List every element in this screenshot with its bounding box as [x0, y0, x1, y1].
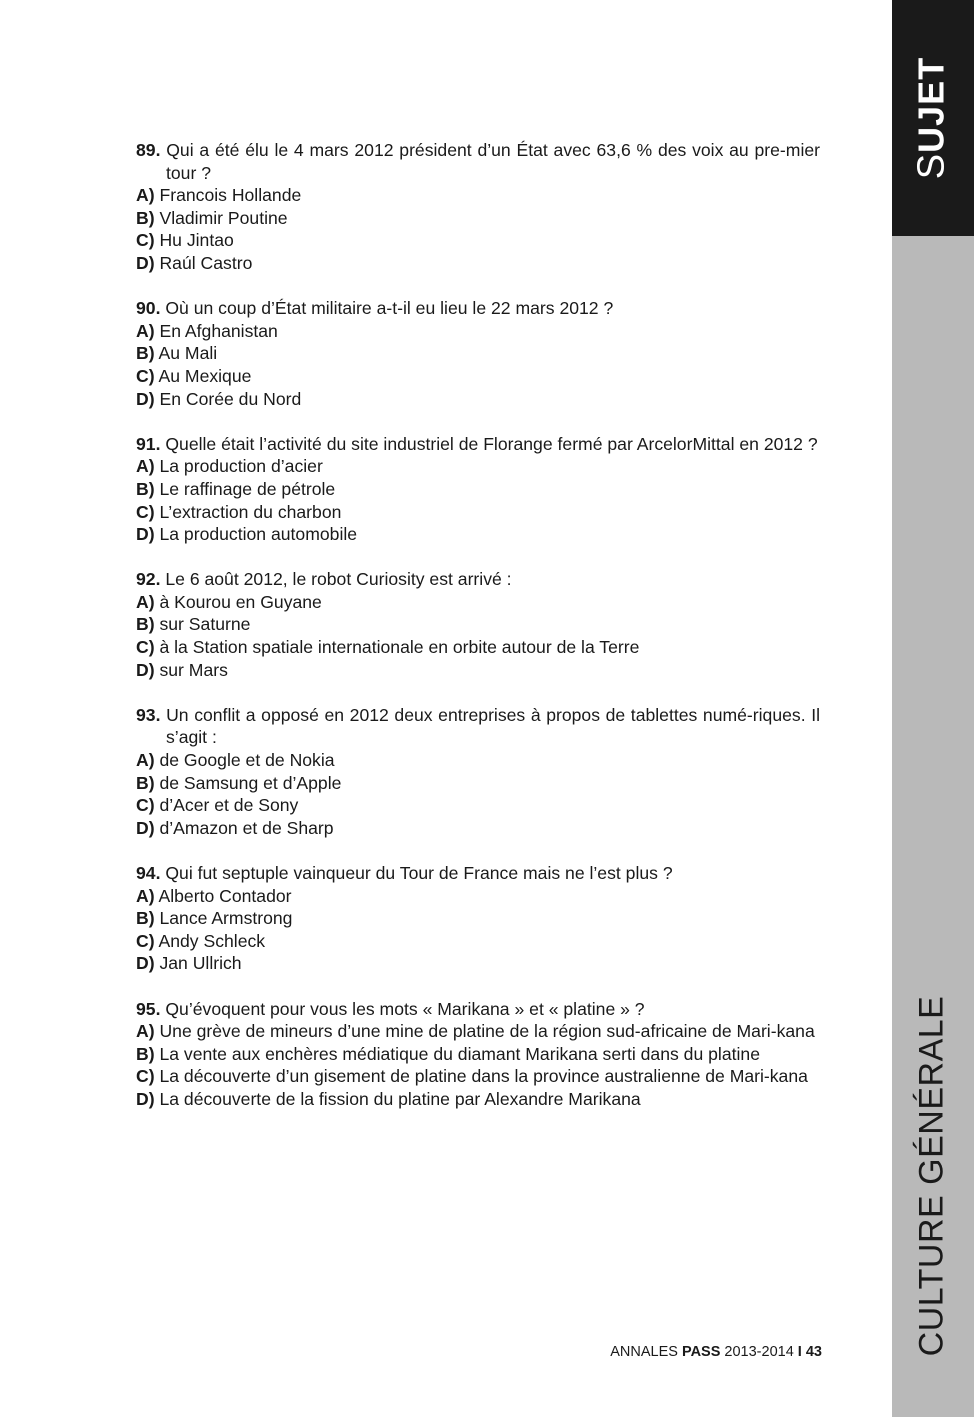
option-letter: B): [136, 908, 155, 929]
question-label: Qui fut septuple vainqueur du Tour de France mais ne l’est plus ?: [165, 863, 673, 883]
question-number: 89.: [136, 140, 161, 160]
section-label-sujet: [911, 57, 954, 179]
option-letter: C): [136, 637, 155, 658]
option-text: La production d’acier: [159, 456, 323, 477]
question-label: Un conflit a opposé en 2012 deux entreprises à propos de tablettes numé-riques. Il s’agit :: [166, 704, 821, 748]
answer-option: [136, 388, 820, 411]
option-text: sur Mars: [159, 659, 228, 680]
question-block: [136, 862, 820, 975]
answer-option: [136, 952, 820, 975]
option-text: sur Saturne: [159, 614, 251, 635]
question-number: 95.: [136, 998, 161, 1019]
option-letter: D): [136, 953, 155, 974]
answer-option: [136, 907, 820, 930]
option-letter: D): [136, 388, 155, 409]
answer-option: [136, 749, 820, 772]
question-text: [136, 568, 820, 591]
answer-option: [136, 1088, 820, 1111]
option-text: Andy Schleck: [158, 930, 266, 951]
option-letter: D): [136, 817, 155, 838]
option-text: Vladimir Poutine: [159, 207, 288, 228]
option-text: La découverte de la fission du platine par Alexandre Marikana: [159, 1088, 641, 1109]
option-text: Raúl Castro: [159, 252, 253, 273]
question-block: [136, 433, 820, 546]
page-number: 43: [805, 1344, 822, 1360]
question-text: [136, 297, 820, 320]
answer-option: [136, 1043, 820, 1066]
option-letter: D): [136, 252, 155, 273]
question-text: [136, 998, 820, 1021]
answer-option: [136, 817, 820, 840]
question-block: [136, 139, 820, 275]
answer-option: [136, 794, 820, 817]
answer-option: [136, 659, 820, 682]
answer-option: [136, 342, 820, 365]
option-text: Au Mali: [158, 343, 218, 364]
answer-option: [136, 207, 820, 230]
option-text: à la Station spatiale internationale en orbite autour de la Terre: [159, 637, 640, 658]
answer-option: [136, 636, 820, 659]
option-letter: C): [136, 795, 155, 816]
question-label: Où un coup d’État militaire a-t-il eu lieu le 22 mars 2012 ?: [165, 298, 614, 319]
footer-prefix: ANNALES: [610, 1344, 678, 1360]
option-letter: A): [136, 1021, 155, 1042]
option-text: d’Amazon et de Sharp: [159, 817, 334, 838]
page-footer: [610, 1344, 822, 1360]
answer-option: [136, 501, 820, 524]
option-text: La production automobile: [159, 524, 358, 545]
answer-option: [136, 772, 820, 795]
option-text: Jan Ullrich: [159, 953, 242, 974]
option-letter: D): [136, 524, 155, 545]
question-block: [136, 568, 820, 681]
option-text: à Kourou en Guyane: [159, 591, 322, 612]
option-letter: C): [136, 501, 155, 522]
option-text: La découverte d’un gisement de platine dans la province australienne de Mari-kana: [159, 1066, 808, 1087]
option-text: En Afghanistan: [159, 320, 278, 341]
answer-option: [136, 930, 820, 953]
answer-option: [136, 523, 820, 546]
option-text: La vente aux enchères médiatique du diamant Marikana serti dans du platine: [159, 1043, 760, 1064]
option-letter: B): [136, 207, 155, 228]
footer-years: 2013-2014: [724, 1344, 794, 1360]
subject-label: CULTURE GÉNÉRALE: [912, 995, 951, 1357]
option-letter: B): [136, 343, 155, 364]
question-number: 90.: [136, 298, 161, 319]
option-letter: D): [136, 659, 155, 680]
option-letter: A): [136, 885, 155, 906]
section-label-rest: UJET: [910, 56, 952, 153]
section-label-initial: S: [910, 152, 953, 180]
option-letter: A): [136, 591, 155, 612]
option-letter: A): [136, 320, 155, 341]
answer-option: [136, 320, 820, 343]
option-letter: A): [136, 185, 155, 206]
answer-option: [136, 252, 820, 275]
option-letter: C): [136, 930, 155, 951]
answer-option: [136, 885, 820, 908]
option-text: Une grève de mineurs d’une mine de platine de la région sud-africaine de Mari-kana: [159, 1021, 815, 1042]
questions-list: [136, 139, 820, 1133]
question-number: 91.: [136, 433, 161, 454]
question-block: [136, 297, 820, 410]
question-label: Le 6 août 2012, le robot Curiosity est arrivé :: [165, 569, 512, 590]
answer-option: [136, 478, 820, 501]
answer-option: [136, 1020, 820, 1043]
question-text: [136, 862, 820, 885]
question-number: 92.: [136, 569, 161, 590]
option-text: de Samsung et d’Apple: [159, 772, 342, 793]
footer-separator: I: [797, 1344, 802, 1360]
option-text: Le raffinage de pétrole: [159, 478, 336, 499]
answer-option: [136, 591, 820, 614]
option-text: Lance Armstrong: [159, 908, 293, 929]
answer-option: [136, 1065, 820, 1088]
option-text: d’Acer et de Sony: [159, 795, 299, 816]
answer-option: [136, 365, 820, 388]
option-letter: A): [136, 456, 155, 477]
option-letter: B): [136, 478, 155, 499]
question-label: Qui a été élu le 4 mars 2012 président d’un État avec 63,6 % des voix au pre-mier tour ?: [166, 140, 820, 183]
answer-option: [136, 613, 820, 636]
answer-option: [136, 184, 820, 207]
question-number: 94.: [136, 863, 161, 883]
option-text: Au Mexique: [158, 365, 252, 386]
option-letter: A): [136, 750, 155, 771]
option-letter: D): [136, 1088, 155, 1109]
option-letter: C): [136, 230, 155, 251]
question-label: Quelle était l’activité du site industriel de Florange fermé par ArcelorMittal en 2012 ?: [165, 433, 818, 454]
option-text: Alberto Contador: [158, 885, 292, 906]
option-letter: B): [136, 772, 155, 793]
option-letter: C): [136, 1066, 155, 1087]
answer-option: [136, 229, 820, 252]
option-text: de Google et de Nokia: [159, 750, 335, 771]
option-letter: B): [136, 1043, 155, 1064]
option-text: L’extraction du charbon: [159, 501, 342, 522]
question-block: [136, 704, 820, 840]
option-text: En Corée du Nord: [159, 388, 302, 409]
question-number: 93.: [136, 704, 161, 725]
question-label: Qu’évoquent pour vous les mots « Marikana » et « platine » ?: [165, 998, 645, 1019]
option-letter: B): [136, 614, 155, 635]
option-text: Francois Hollande: [159, 185, 302, 206]
option-letter: C): [136, 365, 155, 386]
option-text: Hu Jintao: [159, 230, 234, 251]
question-text: [136, 433, 820, 456]
footer-brand: PASS: [681, 1344, 721, 1360]
answer-option: [136, 455, 820, 478]
question-block: [136, 998, 820, 1111]
question-text: [136, 139, 820, 184]
question-text: [136, 704, 820, 749]
